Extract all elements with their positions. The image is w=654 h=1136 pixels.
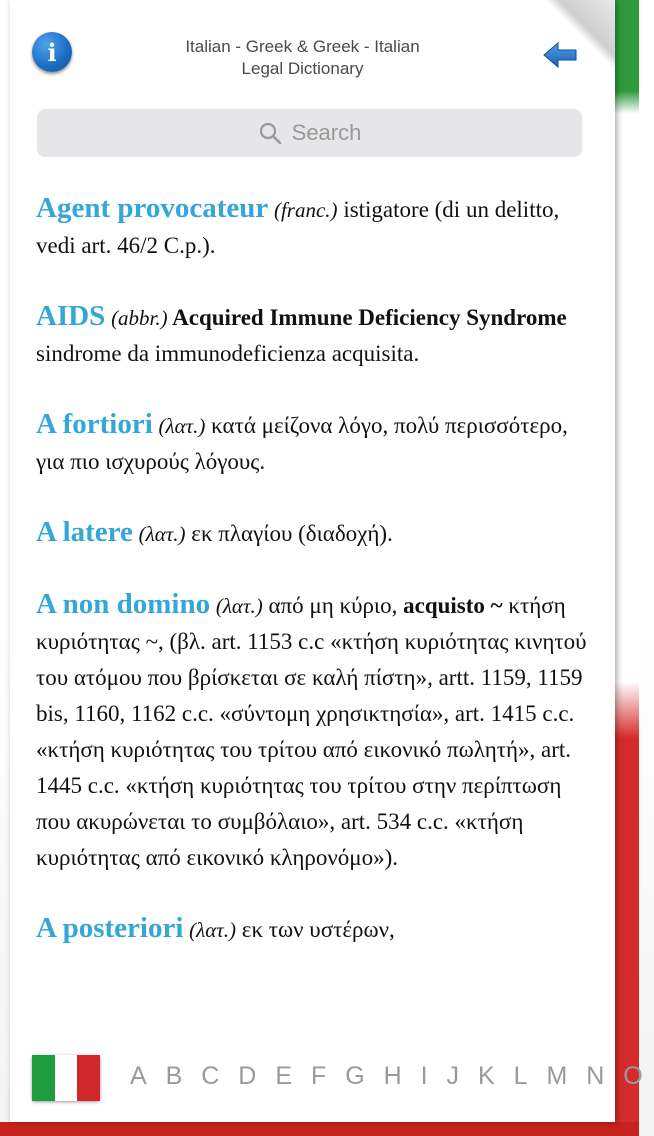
entry-term: A non domino — [36, 588, 211, 620]
alphabet-letter[interactable]: K — [477, 1062, 496, 1090]
entry-definition: εκ των υστέρων, — [236, 917, 395, 942]
entry-abbr: (λατ.) — [138, 522, 186, 546]
alphabet-letter[interactable]: A — [130, 1062, 148, 1090]
entry-term: Agent provocateur — [36, 192, 269, 224]
alphabet-letter[interactable]: J — [446, 1062, 461, 1090]
title-line-1: Italian - Greek & Greek - Italian — [185, 37, 420, 56]
flag-stripe-white — [55, 1055, 78, 1101]
entry-definition: istigatore (di un delitto, vedi art. 46/2 C.p.). — [36, 197, 560, 258]
title-line-2: Legal Dictionary — [241, 59, 364, 78]
search-input[interactable]: Search — [291, 120, 362, 145]
entry-bold-phrase: Acquired Immune Deficiency Syndrome — [167, 305, 567, 330]
list-item[interactable] — [36, 190, 596, 264]
list-item[interactable] — [36, 298, 596, 372]
entry-definition: κτήση κυριότητας ~, (βλ. art. 1153 c.c «κτήση κυριότητας κινητού του ατόμου που βρίσκεται σε καλή πίστη», artt. 1159, 1159 bis, 1160, 1162 c.c. «σύντομη χρησικτησία», art. 1415 c.c. «κτήση κυριότητας του τρίτου από εικονικό πωλητή», art. 1445 c.c. «κτήση κυριότητας του τρίτου στην περίπτωση που ακυρώνεται το συμβόλαιο», art. 534 c.c. «κτήση κυριότητας από εικονικό κληρονόμο»). — [36, 593, 587, 870]
entry-term: A fortiori — [36, 408, 153, 440]
list-item[interactable] — [36, 514, 596, 552]
entry-term: A posteriori — [36, 912, 184, 944]
alphabet-letter[interactable]: N — [586, 1062, 606, 1090]
dictionary-page — [10, 0, 644, 1122]
entry-term: A latere — [36, 516, 133, 548]
entry-definition-pre: από μη κύριο, — [262, 593, 404, 618]
entry-abbr: (franc.) — [273, 198, 338, 222]
italy-flag-icon[interactable] — [32, 1055, 100, 1101]
alphabet-letter[interactable]: G — [345, 1062, 366, 1090]
entry-definition: κατά μείζονα λόγο, πολύ περισσότερο, για πιο ισχυρούς λόγους. — [36, 413, 568, 474]
entry-abbr: (λατ.) — [215, 594, 263, 618]
search-bar[interactable] — [37, 109, 582, 157]
entries-list — [36, 190, 596, 982]
alphabet-letter[interactable]: M — [546, 1062, 569, 1090]
list-item[interactable] — [36, 586, 596, 876]
back-arrow-icon[interactable] — [542, 40, 578, 70]
search-icon — [258, 121, 282, 145]
page-title — [130, 36, 475, 80]
entry-abbr: (λατ.) — [189, 918, 237, 942]
alphabet-index[interactable] — [130, 1062, 644, 1102]
bottom-red-band — [0, 1122, 639, 1136]
alphabet-letter[interactable]: L — [513, 1062, 529, 1090]
footer — [10, 1050, 644, 1116]
entry-term: AIDS — [36, 300, 106, 332]
alphabet-letter[interactable]: D — [238, 1062, 258, 1090]
alphabet-letter[interactable]: H — [383, 1062, 403, 1090]
alphabet-letter[interactable]: C — [201, 1062, 221, 1090]
list-item[interactable] — [36, 406, 596, 480]
entry-abbr: (λατ.) — [158, 414, 206, 438]
alphabet-letter[interactable]: B — [165, 1062, 184, 1090]
entry-definition: sindrome da immunodeficienza acquisita. — [36, 341, 420, 366]
alphabet-letter[interactable]: O — [623, 1062, 644, 1090]
header — [10, 0, 615, 100]
entry-abbr: (abbr.) — [111, 306, 168, 330]
entry-bold-phrase: acquisto ~ — [403, 593, 503, 618]
flag-stripe-red — [77, 1055, 100, 1101]
info-icon[interactable]: i — [32, 32, 72, 72]
entry-definition: εκ πλαγίου (διαδοχή). — [185, 521, 393, 546]
flag-stripe-green — [32, 1055, 55, 1101]
alphabet-letter[interactable]: F — [310, 1062, 328, 1090]
alphabet-letter[interactable]: I — [420, 1062, 429, 1090]
list-item[interactable] — [36, 910, 596, 948]
alphabet-letter[interactable]: E — [275, 1062, 293, 1090]
